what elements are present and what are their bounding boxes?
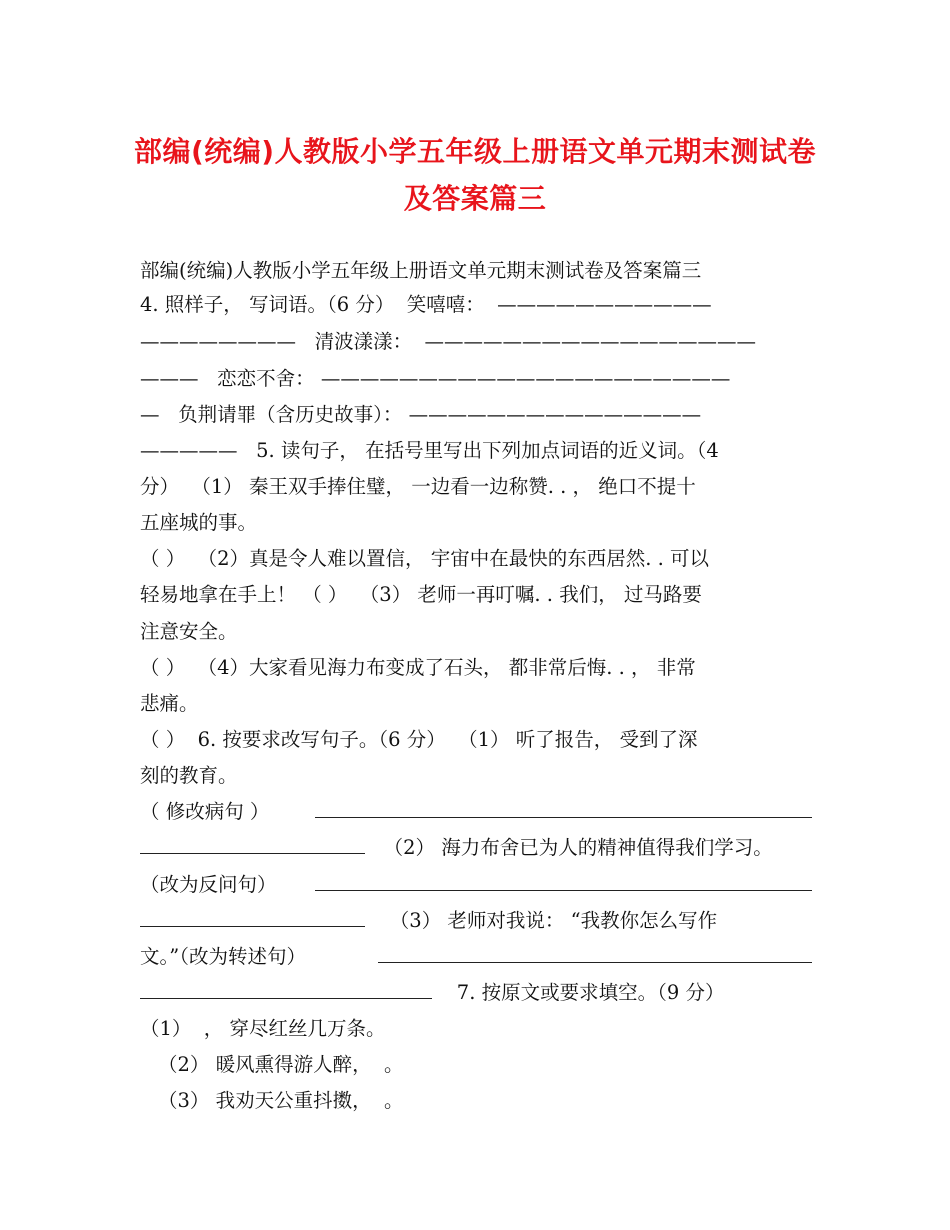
question-5-line-1 <box>140 436 820 466</box>
question-5-item-4: （ ） （4）大家看见海力布变成了石头， 都非常后悔. . ， 非常 <box>140 656 696 679</box>
question-5-line-7 <box>140 653 820 683</box>
question-5-line-4 <box>140 544 820 574</box>
answer-blank: ———————— <box>140 330 296 353</box>
question-4-item-2: 清波漾漾： <box>314 330 413 353</box>
question-5-line-2 <box>140 472 820 502</box>
question-7-line-2 <box>140 1014 820 1044</box>
question-6-line-2 <box>140 761 820 791</box>
answer-blank: — <box>140 403 160 426</box>
question-6-item-3: （3） 老师对我说： “我教你怎么写作 <box>389 909 718 932</box>
question-5-line-5 <box>140 580 820 610</box>
answer-blank: ——————————————— <box>408 403 702 426</box>
question-6-line-7 <box>140 942 820 972</box>
question-5-heading: 5. 读句子， 在括号里写出下列加点词语的近义词。（4 <box>256 439 719 462</box>
document-title-line-2: 及答案篇三 <box>403 182 547 215</box>
question-7-line-4 <box>158 1086 838 1116</box>
question-5-item-4-end: 悲痛。 <box>140 692 199 715</box>
question-7-line-1 <box>140 978 820 1008</box>
intro-text: 部编(统编)人教版小学五年级上册语文单元期末测试卷及答案篇三 <box>140 259 702 282</box>
answer-underline <box>315 870 812 891</box>
question-5-item-3: 轻易地拿在手上！ （ ） （3） 老师一再叮嘱. . 我们， 过马路要 <box>140 583 702 606</box>
question-4-heading: 4. 照样子， 写词语。（6 分） 笑嘻嘻： <box>140 293 485 316</box>
answer-blank: ——— <box>140 367 199 390</box>
question-5-item-2: （ ） （2）真是令人难以置信， 宇宙中在最快的东西居然. . 可以 <box>140 547 709 570</box>
question-6-item-2: （2） 海力布舍已为人的精神值得我们学习。 <box>383 836 773 859</box>
question-4-item-4: 负荆请罪（含历史故事）： <box>178 403 403 426</box>
question-6-line-5 <box>140 870 820 900</box>
question-7-item-3: （3） 我劝天公重抖擞， 。 <box>158 1089 404 1112</box>
question-6-heading: （ ） 6. 按要求改写句子。（6 分） （1） 听了报告， 受到了深 <box>140 728 698 751</box>
question-7-item-2: （2） 暖风熏得游人醉， 。 <box>158 1053 404 1076</box>
question-4-item-3: 恋恋不舍： <box>217 367 315 390</box>
question-5-line-6 <box>140 617 820 647</box>
question-5-item-3-end: 注意安全。 <box>140 620 238 643</box>
document-title-line-1: 部编(统编)人教版小学五年级上册语文单元期末测试卷 <box>133 135 817 168</box>
question-4-line-4 <box>140 400 820 430</box>
question-7-item-1: （1） ， 穿尽红丝几万条。 <box>140 1017 386 1040</box>
answer-blank: ————— <box>140 439 238 462</box>
answer-underline <box>140 833 365 854</box>
answer-underline <box>315 797 812 818</box>
question-6-line-3 <box>140 797 820 827</box>
question-5-line-8 <box>140 689 820 719</box>
question-6-item-2-task: （改为反问句） <box>140 873 277 896</box>
question-4-line-2 <box>140 327 820 357</box>
answer-blank: ——————————— <box>497 293 712 316</box>
answer-blank: ————————————————— <box>424 330 757 353</box>
answer-underline <box>140 978 432 999</box>
answer-underline <box>378 942 812 963</box>
question-5-item-1-end: 五座城的事。 <box>140 511 258 534</box>
question-6-item-1-end: 刻的教育。 <box>140 764 238 787</box>
question-6-item-1-task: （ 修改病句 ） <box>140 800 270 823</box>
question-7-heading: 7. 按原文或要求填空。（9 分） <box>456 981 725 1004</box>
question-6-line-4 <box>140 833 820 863</box>
intro-line <box>140 256 820 286</box>
question-4-line-1 <box>140 290 820 320</box>
question-6-line-6 <box>140 906 820 936</box>
question-5-line-3 <box>140 508 820 538</box>
answer-underline <box>140 906 365 927</box>
answer-blank: ————————————————————— <box>320 367 731 390</box>
question-6-item-3-end: 文。”（改为转述句） <box>140 945 306 968</box>
question-4-line-3 <box>140 364 820 394</box>
question-5-item-1: 分） （1） 秦王双手捧住璧， 一边看一边称赞. . ， 绝口不提十 <box>140 475 696 498</box>
question-7-line-3 <box>158 1050 838 1080</box>
question-6-line-1 <box>140 725 820 755</box>
